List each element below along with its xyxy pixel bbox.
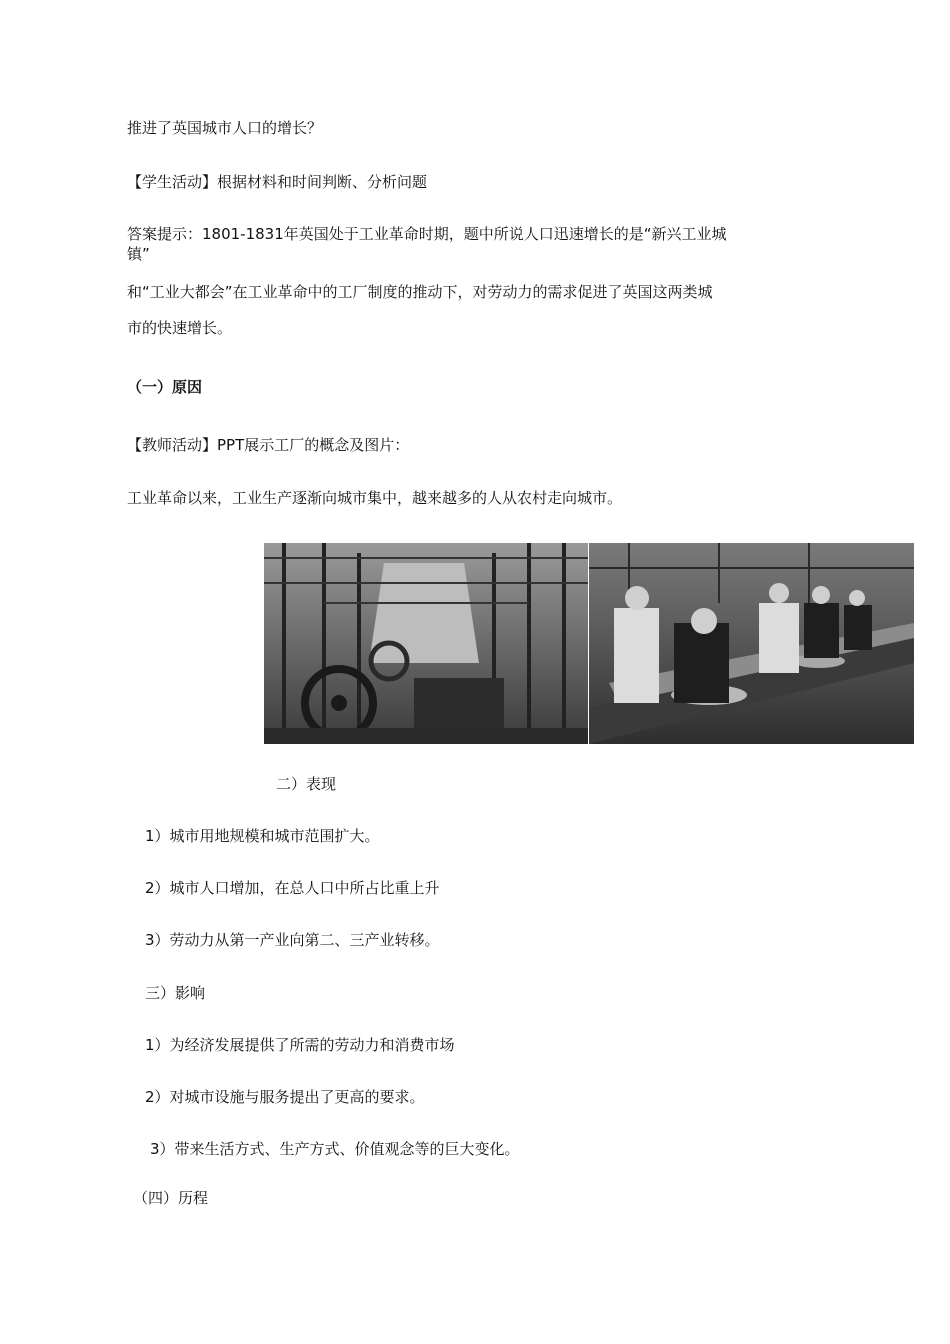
factory-hall-image	[264, 543, 588, 744]
text-line-1: 推进了英国城市人口的增长？	[127, 119, 323, 137]
section-heading-manifestation: 二）表现	[276, 775, 337, 793]
teacher-activity: 【教师活动】PPT展示工厂的概念及图片：	[127, 436, 410, 454]
answer-hint-line-4: 市的快速增长。	[127, 319, 233, 337]
impact-item-2: 2）对城市设施与服务提出了更高的要求。	[145, 1088, 425, 1106]
section-heading-history: （四）历程	[133, 1189, 209, 1207]
industrial-text: 工业革命以来，工业生产逐渐向城市集中，越来越多的人从农村走向城市。	[127, 489, 623, 507]
student-activity: 【学生活动】根据材料和时间判断、分析问题	[127, 173, 428, 191]
manifestation-item-3: 3）劳动力从第一产业向第二、三产业转移。	[145, 931, 440, 949]
impact-item-3: 3）带来生活方式、生产方式、价值观念等的巨大变化。	[150, 1140, 520, 1158]
answer-hint-line-2: 镇”	[127, 245, 150, 263]
section-heading-cause: （一）原因	[127, 378, 203, 396]
section-heading-impact: 三）影响	[145, 984, 206, 1002]
manifestation-item-1: 1）城市用地规模和城市范围扩大。	[145, 827, 380, 845]
assembly-line-image	[589, 543, 914, 744]
answer-hint-line-1: 答案提示：1801-1831年英国处于工业革命时期，题中所说人口迅速增长的是“新兴工业城	[127, 225, 727, 243]
impact-item-1: 1）为经济发展提供了所需的劳动力和消费市场	[145, 1036, 455, 1054]
manifestation-item-2: 2）城市人口增加，在总人口中所占比重上升	[145, 879, 440, 897]
answer-hint-line-3: 和“工业大都会”在工业革命中的工厂制度的推动下，对劳动力的需求促进了英国这两类城	[127, 283, 713, 301]
